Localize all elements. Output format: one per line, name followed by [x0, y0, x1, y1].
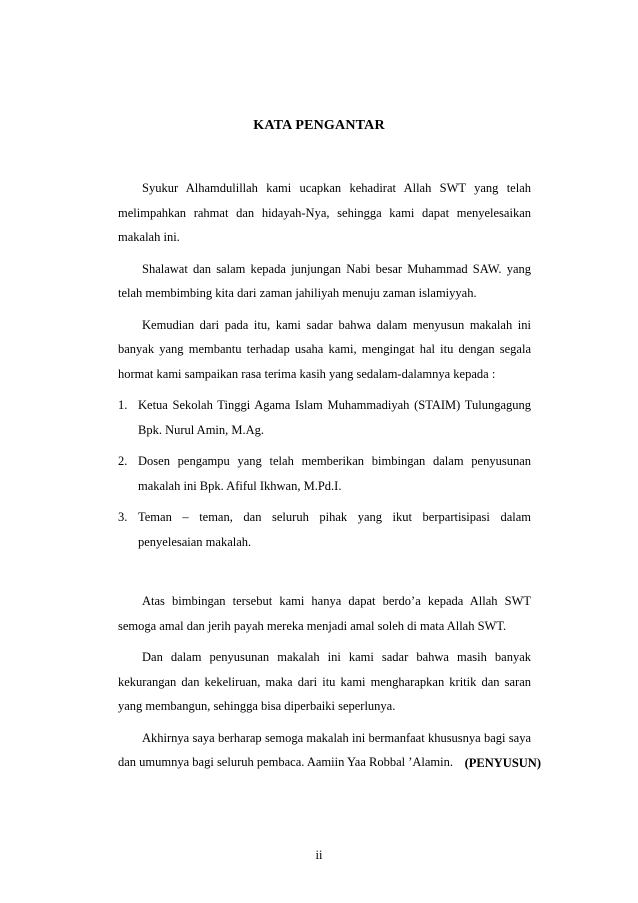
list-item — [118, 505, 531, 554]
list-item-number: 3. — [118, 510, 128, 524]
spacer — [118, 561, 531, 589]
paragraph-shalawat: Shalawat dan salam kepada junjungan Nabi besar Muhammad SAW. yang telah membimbing kita dari zaman jahiliyah menuju zaman islamiyyah. — [118, 261, 531, 300]
paragraph-kekurangan: Dan dalam penyusunan makalah ini kami sadar bahwa masih banyak kekurangan dan kekeliruan, maka dari itu kami mengharapkan kritik dan saran yang membangun, sehingga bisa diperbaiki seperlunya. — [118, 650, 531, 713]
paragraph-terima-kasih: Kemudian dari pada itu, kami sadar bahwa dalam menyusun makalah ini banyak yang membantu terhadap usaha kami, mengingat hal itu dengan segala hormat kami sampaikan rasa terima kasih yang sedalam-dalamnya kepada : — [118, 317, 531, 381]
list-item-number: 2. — [118, 454, 128, 468]
list-item-text: Ketua Sekolah Tinggi Agama Islam Muhammadiyah (STAIM) Tulungagung Bpk. Nurul Amin, M.Ag. — [138, 398, 531, 437]
list-item-number: 1. — [118, 398, 128, 412]
page-number: ii — [315, 848, 323, 862]
list-item — [118, 393, 531, 442]
acknowledgement-list — [118, 393, 531, 554]
paragraph-syukur: Syukur Alhamdulillah kami ucapkan kehadirat Allah SWT yang telah melimpahkan rahmat dan hidayah-Nya, sehingga kami dapat menyelesaikan makalah ini. — [118, 181, 531, 244]
paragraph-penutup: Akhirnya saya berharap semoga makalah ini bermanfaat khususnya bagi saya dan umumnya bagi seluruh pembaca. Aamiin Yaa Robbal ’Alamin. — [118, 730, 531, 769]
paragraph-bimbingan: Atas bimbingan tersebut kami hanya dapat berdo’a kepada Allah SWT semoga amal dan jerih payah mereka menjadi amal soleh di mata Allah SWT. — [118, 594, 531, 633]
document-body — [118, 176, 531, 782]
list-item — [118, 449, 531, 498]
list-item-text: Teman – teman, dan seluruh pihak yang ikut berpartisipasi dalam penyelesaian makalah. — [138, 510, 531, 549]
list-item-text: Dosen pengampu yang telah memberikan bimbingan dalam penyusunan makalah ini Bpk. Afiful Ikhwan, M.Pd.I. — [138, 454, 531, 493]
signature: (PENYUSUN) — [464, 756, 541, 770]
page-title: KATA PENGANTAR — [253, 118, 385, 133]
